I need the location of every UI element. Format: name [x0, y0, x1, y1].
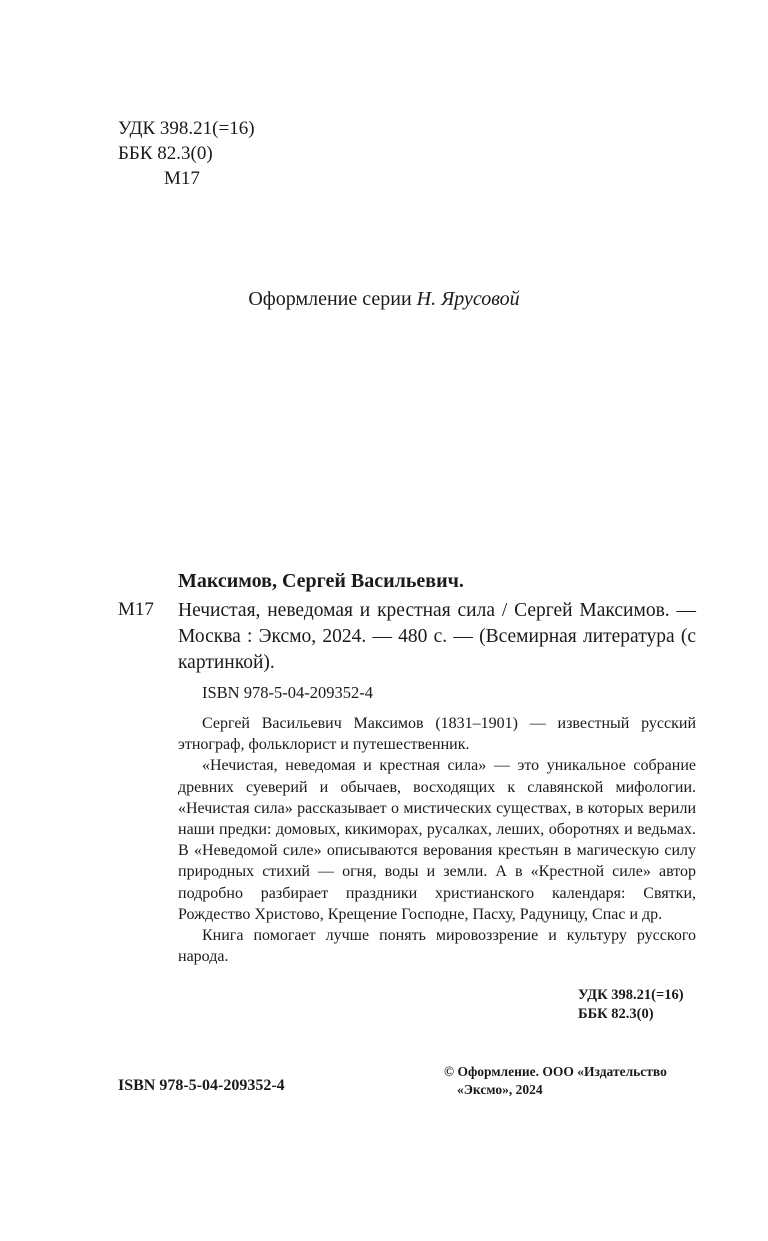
record-title-statement: Нечистая, неведомая и крестная сила / Сергей Максимов. — Москва : Эксмо, 2024. — 480 с. — (Всемирная литература (с картинкой). — [178, 600, 696, 673]
series-label: Оформление серии — [248, 288, 412, 310]
classification-codes — [118, 116, 255, 191]
copyright-line-1: © Оформление. ООО «Издательство — [444, 1064, 667, 1079]
footer-isbn: ISBN 978-5-04-209352-4 — [118, 1077, 285, 1094]
record-bbk-code: ББК 82.3(0) — [578, 1006, 654, 1022]
record-udk-code: УДК 398.21(=16) — [578, 987, 684, 1003]
series-designer: Н. Ярусовой — [416, 288, 520, 310]
series-design-credit — [0, 288, 768, 311]
record-classification-codes — [578, 986, 684, 1024]
annotation-paragraph: «Нечистая, неведомая и крестная сила» — это уникальное собрание древних суеверий и обычаев, восходящих к славянской мифологии. «Нечистая сила» рассказывает о мистических существах, в которых верили наши предки: домовых, кикиморах, русалках, леших, оборотнях и ведьмах. В «Неведомой силе» описываются верования крестьян в магическую силу природных стихий — огня, воды и земли. А в «Крестной силе» автор подробно разбирает праздники христианского календаря: Святки, Рождество Христово, Крещение Господне, Пасху, Радуницу, Спас и др. — [178, 757, 696, 923]
record-author: Максимов, Сергей Васильевич. — [178, 570, 464, 592]
copyright-notice — [444, 1063, 667, 1099]
record-isbn: ISBN 978-5-04-209352-4 — [202, 683, 373, 702]
annotation-paragraph: Сергей Васильевич Максимов (1831–1901) — известный русский этнограф, фольклорист и путешественник. — [178, 715, 696, 754]
annotation-paragraph: Книга помогает лучше понять мировоззрение и культуру русского народа. — [178, 927, 696, 966]
copyright-line-2: «Эксмо», 2024 — [457, 1082, 543, 1097]
udk-code: УДК 398.21(=16) — [118, 118, 255, 139]
bbk-code: ББК 82.3(0) — [118, 143, 213, 164]
annotation — [178, 713, 696, 967]
record-author-mark: М17 — [118, 599, 154, 620]
author-mark: М17 — [164, 168, 200, 189]
